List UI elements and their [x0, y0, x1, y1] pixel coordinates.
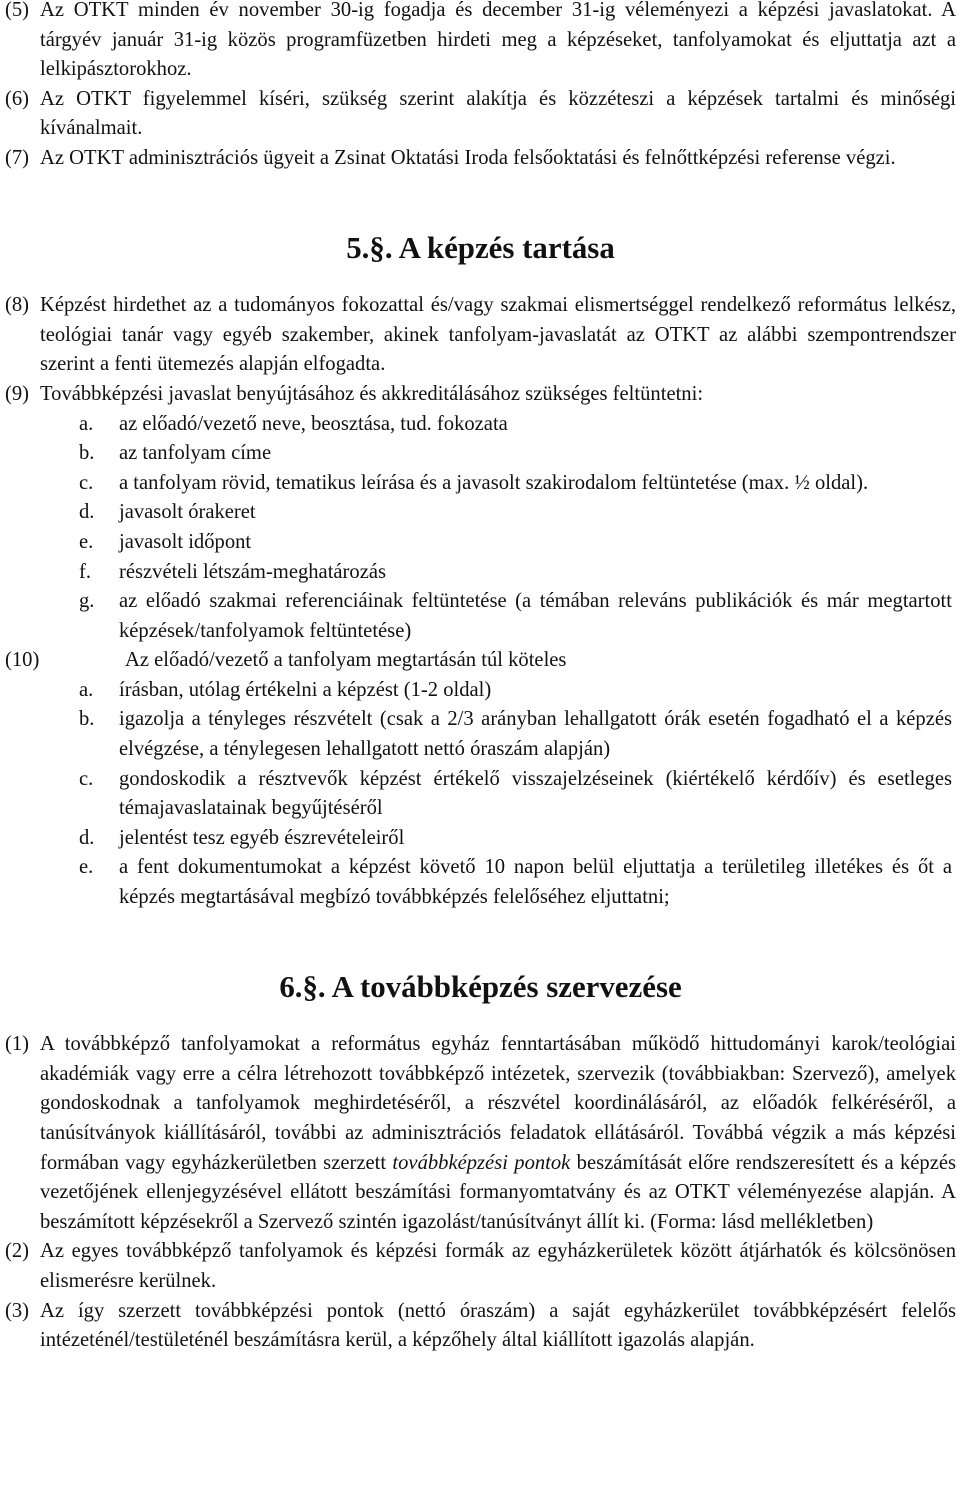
list-item	[5, 824, 956, 854]
paragraph-text: Az OTKT figyelemmel kíséri, szükség szerint alakítja és közzéteszi a képzések tartalmi és minőségi kívánalmait.	[40, 87, 956, 140]
paragraph-text: A továbbképző tanfolyamokat a református egyház fenntartásában működő hittudományi karok/teológiai akadémiák vagy erre a célra létrehozott továbbképző intézetek, szervezik (továbbiakban: Szervező), amelyek gondoskodnak a tanfolyamok meghirdetéséről, a részvétel koordinálásáról, az előadók felkéréséről, a tanúsítványok kiállításáról, további az adminisztrációs feladatok ellátásáról. Továbbá végzik a más képzési formában vagy egyházkerületben szerzett	[40, 1033, 956, 1174]
list-marker: d.	[79, 501, 95, 524]
list-item-text: a tanfolyam rövid, tematikus leírása és a javasolt szakirodalom feltüntetése (max. ½ oldal).	[119, 471, 869, 494]
list-marker: g.	[79, 590, 95, 613]
list-item	[5, 469, 956, 499]
list-marker: d.	[79, 826, 95, 849]
list-marker: a.	[79, 412, 94, 435]
continuation-block	[5, 0, 956, 174]
paragraph-3	[5, 1297, 956, 1356]
list-item	[5, 676, 956, 706]
paragraph-8	[5, 291, 956, 380]
list-marker: f.	[79, 560, 92, 583]
paragraph-7	[5, 144, 956, 174]
paragraph-1	[5, 1030, 956, 1237]
list-item	[5, 558, 956, 588]
list-item-text: az előadó szakmai referenciáinak feltüntetése (a témában releváns publikációk és már megtartott képzések/tanfolyamok feltüntetése)	[119, 590, 952, 642]
list-item	[5, 410, 956, 440]
paragraph-number: (6)	[5, 87, 30, 110]
paragraph-10	[5, 646, 956, 676]
list-item-text: javasolt órakeret	[119, 501, 256, 524]
paragraph-number: (1)	[5, 1033, 30, 1056]
obligations-list	[5, 676, 956, 913]
paragraph-number: (7)	[5, 146, 30, 169]
paragraph-number: (8)	[5, 294, 30, 317]
paragraph-text: beszámítását előre rendszeresített és a képzés vezetőjének ellenjegyzésével ellátott beszámítási formanyomtatvány és az OTKT véleményezése alapján. A beszámított képzésekről a Szervező szintén igazolást/tanúsítványt állít ki. (Forma: lásd mellékletben)	[40, 1151, 956, 1233]
list-item	[5, 498, 956, 528]
paragraph-5	[5, 0, 956, 85]
emphasized-term: továbbképzési pontok	[392, 1151, 571, 1174]
list-item-text: a fent dokumentumokat a képzést követő 10 napon belül eljuttatja a területileg illetékes és őt a képzés megtartásával megbízó továbbképzés felelőséhez eljuttatni;	[119, 856, 952, 909]
list-item	[5, 705, 956, 764]
list-item	[5, 853, 956, 912]
list-item	[5, 765, 956, 824]
paragraph-number: (5)	[5, 0, 30, 21]
list-item-text: gondoskodik a résztvevők képzést értékelő visszajelzéseinek (kiértékelő kérdőív) és esetleges témajavaslatainak begyűjtéséről	[119, 767, 952, 820]
list-item-text: részvételi létszám-meghatározás	[119, 560, 387, 583]
list-item	[5, 587, 956, 646]
paragraph-9	[5, 380, 956, 410]
paragraph-text: Az OTKT adminisztrációs ügyeit a Zsinat Oktatási Iroda felsőoktatási és felnőttképzési referense végzi.	[40, 146, 896, 169]
list-item-text: az tanfolyam címe	[119, 442, 272, 465]
list-marker: e.	[79, 856, 94, 879]
requirements-list	[5, 410, 956, 647]
list-item	[5, 439, 956, 469]
list-item-text: javasolt időpont	[119, 530, 252, 553]
list-marker: c.	[79, 767, 94, 790]
section-6-heading: 6.§. A továbbképzés szervezése	[279, 968, 682, 1004]
section-5-heading: 5.§. A képzés tartása	[346, 229, 615, 265]
paragraph-number: (10)	[5, 649, 40, 672]
paragraph-text: Az előadó/vezető a tanfolyam megtartásán túl köteles	[125, 649, 567, 672]
list-item-text: igazolja a tényleges részvételt (csak a 2/3 arányban lehallgatott órák esetén fogadható el a képzés elvégzése, a ténylegesen lehallgatott nettó óraszám alapján)	[119, 708, 952, 761]
paragraph-number: (2)	[5, 1240, 30, 1263]
list-marker: a.	[79, 678, 94, 701]
paragraph-number: (3)	[5, 1299, 30, 1322]
list-marker: b.	[79, 708, 95, 731]
list-marker: b.	[79, 442, 95, 465]
paragraph-number: (9)	[5, 382, 30, 405]
list-item-text: az előadó/vezető neve, beosztása, tud. fokozata	[119, 412, 508, 435]
paragraph-text: Az OTKT minden év november 30-ig fogadja és december 31-ig véleményezi a képzési javaslatokat. A tárgyév január 31-ig közös programfüzetben hirdeti meg a képzéseket, tanfolyamokat és eljuttatja azt a lelkipásztorokhoz.	[40, 0, 956, 81]
list-marker: c.	[79, 471, 94, 494]
paragraph-2	[5, 1237, 956, 1296]
paragraph-text: Képzést hirdethet az a tudományos fokozattal és/vagy szakmai elismertséggel rendelkező református lelkész, teológiai tanár vagy egyéb szakember, akinek tanfolyam-javaslatát az OTKT az alábbi szempontrendszer szerint a fenti ütemezés alapján elfogadta.	[40, 294, 956, 376]
list-item	[5, 528, 956, 558]
paragraph-text: Az egyes továbbképző tanfolyamok és képzési formák az egyházkerületek között átjárhatók és kölcsönösen elismerésre kerülnek.	[40, 1240, 956, 1292]
paragraph-text: Továbbképzési javaslat benyújtásához és akkreditálásához szükséges feltüntetni:	[40, 382, 704, 405]
paragraph-6	[5, 85, 956, 144]
paragraph-text: Az így szerzett továbbképzési pontok (nettó óraszám) a saját egyházkerület továbbképzésért felelős intézeténél/testületénél beszámításra kerül, a képzőhely által kiállított igazolás alapján.	[40, 1299, 956, 1352]
list-marker: e.	[79, 530, 94, 553]
list-item-text: írásban, utólag értékelni a képzést (1-2 oldal)	[119, 678, 492, 701]
list-item-text: jelentést tesz egyéb észrevételeiről	[119, 826, 405, 849]
